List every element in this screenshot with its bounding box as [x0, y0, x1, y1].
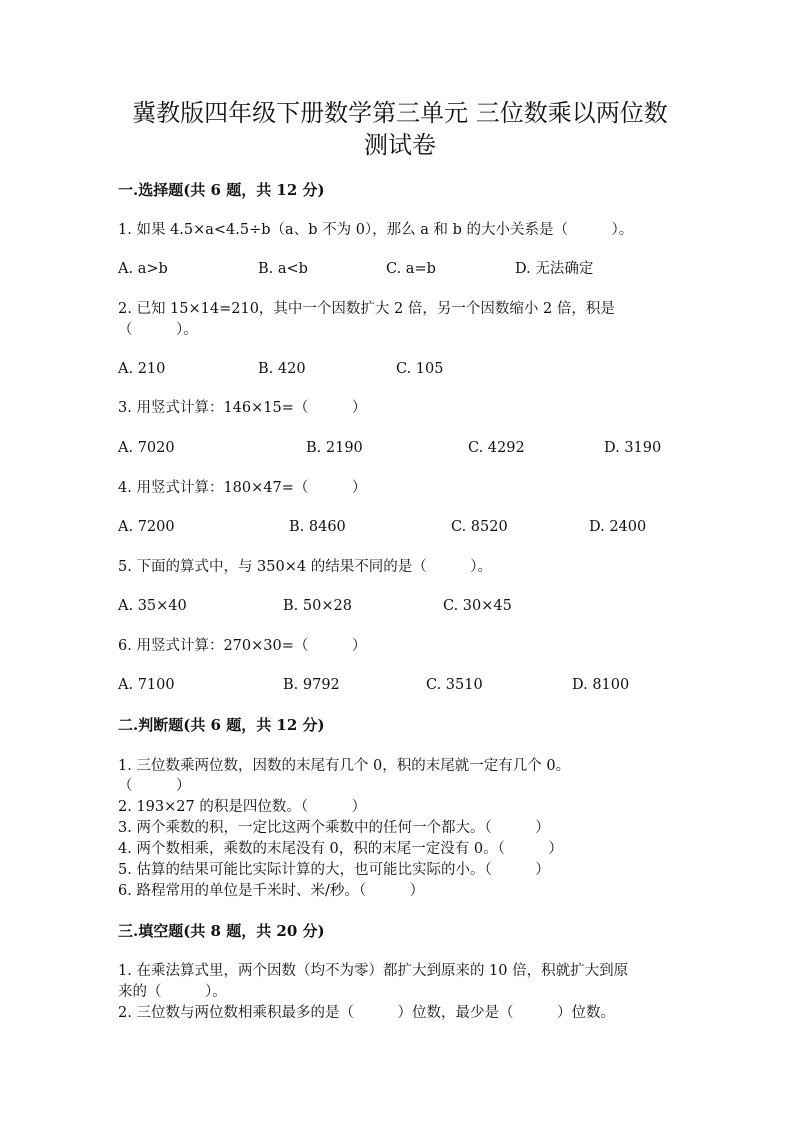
choice-q3-option-d: D. 3190	[604, 440, 662, 456]
section-fill-blank-heading: 三.填空题(共 8 题，共 20 分)	[118, 922, 325, 940]
choice-q2-option-b: B. 420	[258, 361, 306, 377]
judgement-line-1-blank: （ ）	[118, 778, 191, 794]
choice-q1-option-b: B. a<b	[258, 261, 308, 277]
judgement-line-4: 4. 两个数相乘，乘数的末尾没有 0，积的末尾一定没有 0。（ ）	[118, 841, 563, 857]
fill-blank-line-2: 2. 三位数与两位数相乘积最多的是（ ）位数，最少是（ ）位数。	[118, 1005, 615, 1021]
section-judgement-heading: 二.判断题(共 6 题，共 12 分)	[118, 716, 325, 734]
worksheet-title-line-1: 冀教版四年级下册数学第三单元 三位数乘以两位数	[132, 99, 668, 127]
choice-q4-option-b: B. 8460	[289, 519, 346, 535]
choice-q6-option-c: C. 3510	[426, 677, 483, 693]
choice-question-1: 1. 如果 4.5×a<4.5÷b（a、b 不为 0），那么 a 和 b 的大小关系是（ ）。	[118, 222, 634, 238]
worksheet-title-line-2: 测试卷	[364, 131, 436, 159]
choice-q1-option-d: D. 无法确定	[515, 261, 594, 277]
choice-question-2-line-1: 2. 已知 15×14=210，其中一个因数扩大 2 倍，另一个因数缩小 2 倍，积是	[118, 301, 615, 317]
choice-q6-option-b: B. 9792	[283, 677, 340, 693]
fill-blank-line-1-continued: 来的（ ）。	[118, 984, 227, 1000]
choice-q6-option-a: A. 7100	[118, 677, 175, 693]
choice-question-3: 3. 用竖式计算：146×15=（ ）	[118, 400, 367, 416]
choice-q6-option-d: D. 8100	[572, 677, 630, 693]
choice-q2-option-a: A. 210	[118, 361, 166, 377]
choice-question-5: 5. 下面的算式中，与 350×4 的结果不同的是（ ）。	[118, 559, 492, 575]
judgement-line-5: 5. 估算的结果可能比实际计算的大，也可能比实际的小。（ ）	[118, 862, 550, 878]
choice-q1-option-c: C. a=b	[386, 261, 436, 277]
fill-blank-line-1: 1. 在乘法算式里，两个因数（均不为零）都扩大到原来的 10 倍，积就扩大到原	[118, 963, 629, 979]
choice-q3-option-c: C. 4292	[468, 440, 525, 456]
judgement-line-1: 1. 三位数乘两位数，因数的末尾有几个 0，积的末尾就一定有几个 0。	[118, 758, 571, 774]
choice-question-2-line-2: （ ）。	[118, 322, 198, 338]
judgement-line-6: 6. 路程常用的单位是千米时、米/秒。（ ）	[118, 883, 425, 899]
choice-q4-option-d: D. 2400	[589, 519, 647, 535]
choice-question-4: 4. 用竖式计算：180×47=（ ）	[118, 480, 367, 496]
choice-q1-option-a: A. a>b	[118, 261, 168, 277]
choice-q2-option-c: C. 105	[396, 361, 444, 377]
judgement-line-3: 3. 两个乘数的积，一定比这两个乘数中的任何一个都大。（ ）	[118, 820, 550, 836]
choice-q3-option-b: B. 2190	[306, 440, 363, 456]
choice-q4-option-a: A. 7200	[118, 519, 175, 535]
choice-q4-option-c: C. 8520	[451, 519, 508, 535]
choice-q5-option-b: B. 50×28	[283, 598, 352, 614]
choice-q5-option-c: C. 30×45	[443, 598, 512, 614]
section-choice-heading: 一.选择题(共 6 题，共 12 分)	[118, 181, 325, 199]
choice-question-6: 6. 用竖式计算：270×30=（ ）	[118, 638, 367, 654]
judgement-line-2: 2. 193×27 的积是四位数。（ ）	[118, 799, 367, 815]
choice-q3-option-a: A. 7020	[118, 440, 175, 456]
choice-q5-option-a: A. 35×40	[118, 598, 187, 614]
